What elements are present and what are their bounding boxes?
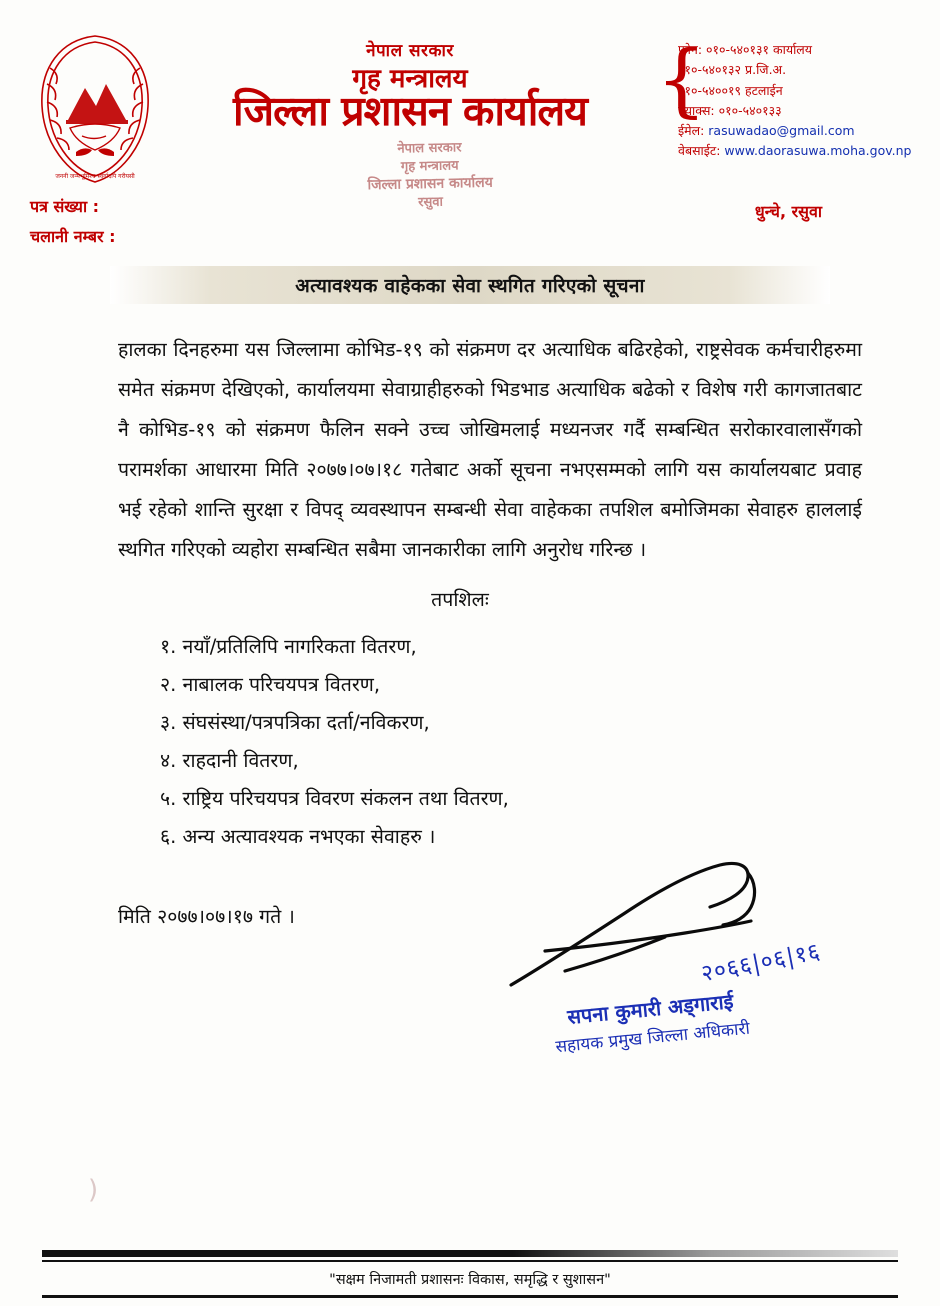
stamp-line-4: रसुवा bbox=[418, 194, 444, 211]
list-item: ६. अन्य अत्यावश्यक नभएका सेवाहरु । bbox=[160, 824, 436, 848]
list-heading: तपशिलः bbox=[431, 587, 489, 611]
handwritten-signature-icon bbox=[505, 855, 845, 995]
letter-number-label: पत्र संख्या : bbox=[30, 197, 100, 216]
office-stamp-impression bbox=[299, 137, 560, 214]
notice-title: अत्यावश्यक वाहेकका सेवा स्थगित गरिएको सूचना bbox=[295, 275, 645, 297]
office-place: धुन्चे, रसुवा bbox=[754, 202, 822, 221]
footer-bar-thick bbox=[42, 1250, 898, 1257]
suspended-services-list bbox=[146, 628, 862, 856]
stamp-line-1: नेपाल सरकार bbox=[397, 140, 462, 157]
notice-paragraph: हालका दिनहरुमा यस जिल्लामा कोभिड-१९ को संक्रमण दर अत्याधिक बढिरहेको, राष्ट्रसेवक कर्मचारीहरुमा समेत संक्रमण देखिएको, कार्यालयमा सेवाग्राहीहरुको भिडभाड अत्याधिक बढेको र विशेष गरी कागजातबाट नै कोभिड-१९ को संक्रमण फैलिन सक्ने उच्च जोखिमलाई मध्यनजर गर्दै सम्बन्धित सरोकारवालासँगको परामर्शका आधारमा मिति २०७७।०७।१८ गतेबाट अर्को सूचना नभएसम्मको लागि यस कार्यालयबाट प्रवाह भई रहेको शान्ति सुरक्षा र विपद् व्यवस्थापन सम्बन्धी सेवा वाहेकका तपशिल बमोजिमका सेवाहरु हाललाई स्थगित गरिएको व्यहोरा सम्बन्धित सबैमा जानकारीका लागि अनुरोध गरिन्छ । bbox=[118, 338, 862, 561]
email-label: ईमेल: bbox=[678, 123, 705, 138]
page-footer bbox=[0, 1250, 940, 1298]
government-line: नेपाल सरकार bbox=[366, 41, 454, 61]
reference-block bbox=[30, 192, 115, 251]
dispatch-number-label: चलानी नम्बर : bbox=[30, 226, 116, 246]
website-label: वेबसाईट: bbox=[678, 143, 721, 159]
signatory-post: सहायक प्रमुख जिल्ला अधिकारी bbox=[554, 1018, 751, 1058]
list-item: २. नाबालक परिचयपत्र वितरण, bbox=[160, 672, 381, 696]
phone-hotline: ०१०-५४००१९ हटलाईन bbox=[678, 82, 783, 98]
phone-cdo: ०१०-५४०१३२ प्र.जि.अ. bbox=[678, 62, 787, 78]
letterhead-titles bbox=[170, 38, 650, 135]
notice-title-banner bbox=[110, 266, 830, 304]
list-item: ५. राष्ट्रिय परिचयपत्र विवरण संकलन तथा वितरण, bbox=[160, 786, 509, 810]
website-row bbox=[678, 141, 916, 161]
ministry-name: गृह मन्त्रालय bbox=[352, 64, 468, 94]
footer-bar-thin bbox=[42, 1260, 898, 1262]
svg-text:जननी जन्मभूमिश्च स्वर्गादपि गर: जननी जन्मभूमिश्च स्वर्गादपि गरीयसी bbox=[55, 173, 135, 180]
issue-date: मिति २०७७।०७।१७ गते । bbox=[118, 904, 295, 928]
nepal-emblem bbox=[30, 28, 160, 188]
list-item: ४. राहदानी वितरण, bbox=[160, 748, 299, 772]
footer-bar-bottom bbox=[42, 1295, 898, 1298]
signature-block bbox=[505, 855, 845, 1058]
footer-slogan: "सक्षम निजामती प्रशासनः विकास, समृद्धि र सुशासन" bbox=[329, 1272, 611, 1288]
website-url[interactable]: www.daorasuwa.moha.gov.np bbox=[724, 143, 912, 159]
phone-office: फोन: ०१०-५४०१३१ कार्यालय bbox=[678, 42, 813, 57]
stamp-line-2: गृह मन्त्रालय bbox=[400, 157, 459, 175]
curly-brace-icon: { bbox=[656, 33, 707, 126]
fax-number: फ्याक्स: ०१०-५४०१३३ bbox=[678, 102, 782, 118]
signature-date: २०६६|०६|१६ bbox=[699, 938, 823, 988]
email-address[interactable]: rasuwadao@gmail.com bbox=[708, 123, 855, 138]
list-item: १. नयाँ/प्रतिलिपि नागरिकता वितरण, bbox=[160, 634, 417, 658]
faint-pen-mark: ) bbox=[88, 1175, 99, 1205]
signatory-name: सपना कुमारी अड्गाराई bbox=[566, 989, 735, 1029]
stamp-line-3: जिल्ला प्रशासन कार्यालय bbox=[367, 174, 493, 194]
email-row bbox=[678, 121, 916, 141]
contact-block bbox=[656, 33, 916, 162]
list-item: ३. संघसंस्था/पत्रपत्रिका दर्ता/नविकरण, bbox=[160, 710, 430, 734]
letterhead bbox=[0, 0, 940, 246]
office-name: जिल्ला प्रशासन कार्यालय bbox=[233, 87, 587, 135]
notice-body bbox=[118, 330, 862, 856]
